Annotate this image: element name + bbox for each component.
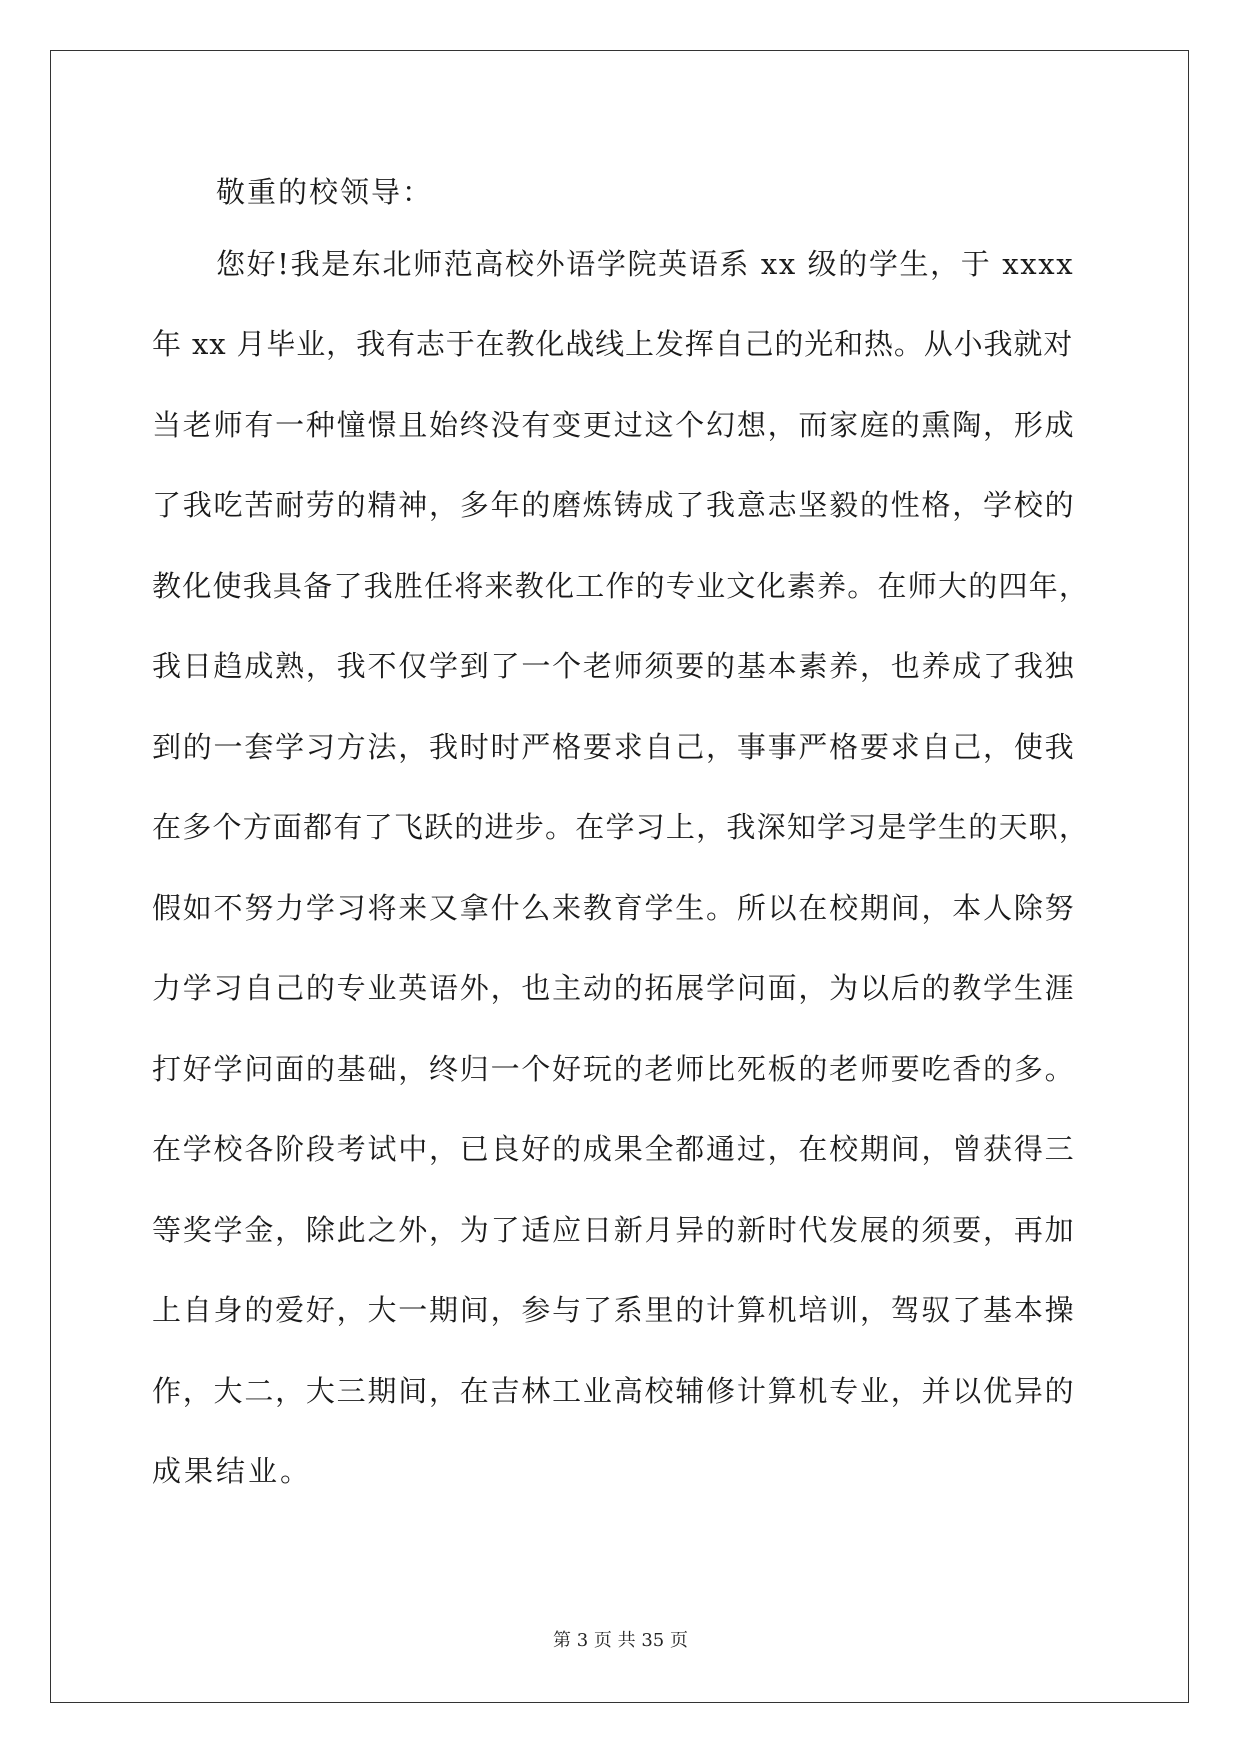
body-line: 当老师有一种憧憬且始终没有变更过这个幻想，而家庭的熏陶，形成 — [152, 408, 1076, 442]
body-line: 上自身的爱好，大一期间，参与了系里的计算机培训，驾驭了基本操 — [152, 1293, 1076, 1327]
body-line: 到的一套学习方法，我时时严格要求自己，事事严格要求自己，使我 — [152, 730, 1076, 764]
body-line: 年 xx 月毕业，我有志于在教化战线上发挥自己的光和热。从小我就对 — [152, 327, 1074, 361]
body-line: 教化使我具备了我胜任将来教化工作的专业文化素养。在师大的四年， — [152, 569, 1090, 603]
body-line: 假如不努力学习将来又拿什么来教育学生。所以在校期间，本人除努 — [152, 891, 1076, 925]
page-number-footer: 第 3 页 共 35 页 — [553, 1630, 688, 1651]
body-line: 成果结业。 — [152, 1454, 313, 1488]
body-line: 作，大二，大三期间，在吉林工业高校辅修计算机专业，并以优异的 — [152, 1374, 1076, 1408]
body-line: 力学习自己的专业英语外，也主动的拓展学问面，为以后的教学生涯 — [152, 971, 1076, 1005]
body-line: 您好!我是东北师范高校外语学院英语系 xx 级的学生，于 xxxx — [216, 247, 1075, 281]
body-line: 我日趋成熟，我不仅学到了一个老师须要的基本素养，也养成了我独 — [152, 649, 1076, 683]
body-line: 在多个方面都有了飞跃的进步。在学习上，我深知学习是学生的天职， — [152, 810, 1090, 844]
salutation: 敬重的校领导： — [216, 175, 434, 209]
body-line: 等奖学金，除此之外，为了适应日新月异的新时代发展的须要，再加 — [152, 1213, 1076, 1247]
body-line: 打好学问面的基础，终归一个好玩的老师比死板的老师要吃香的多。 — [152, 1052, 1076, 1086]
body-line: 了我吃苦耐劳的精神，多年的磨炼铸成了我意志坚毅的性格，学校的 — [152, 488, 1076, 522]
body-line: 在学校各阶段考试中，已良好的成果全都通过，在校期间，曾获得三 — [152, 1132, 1076, 1166]
